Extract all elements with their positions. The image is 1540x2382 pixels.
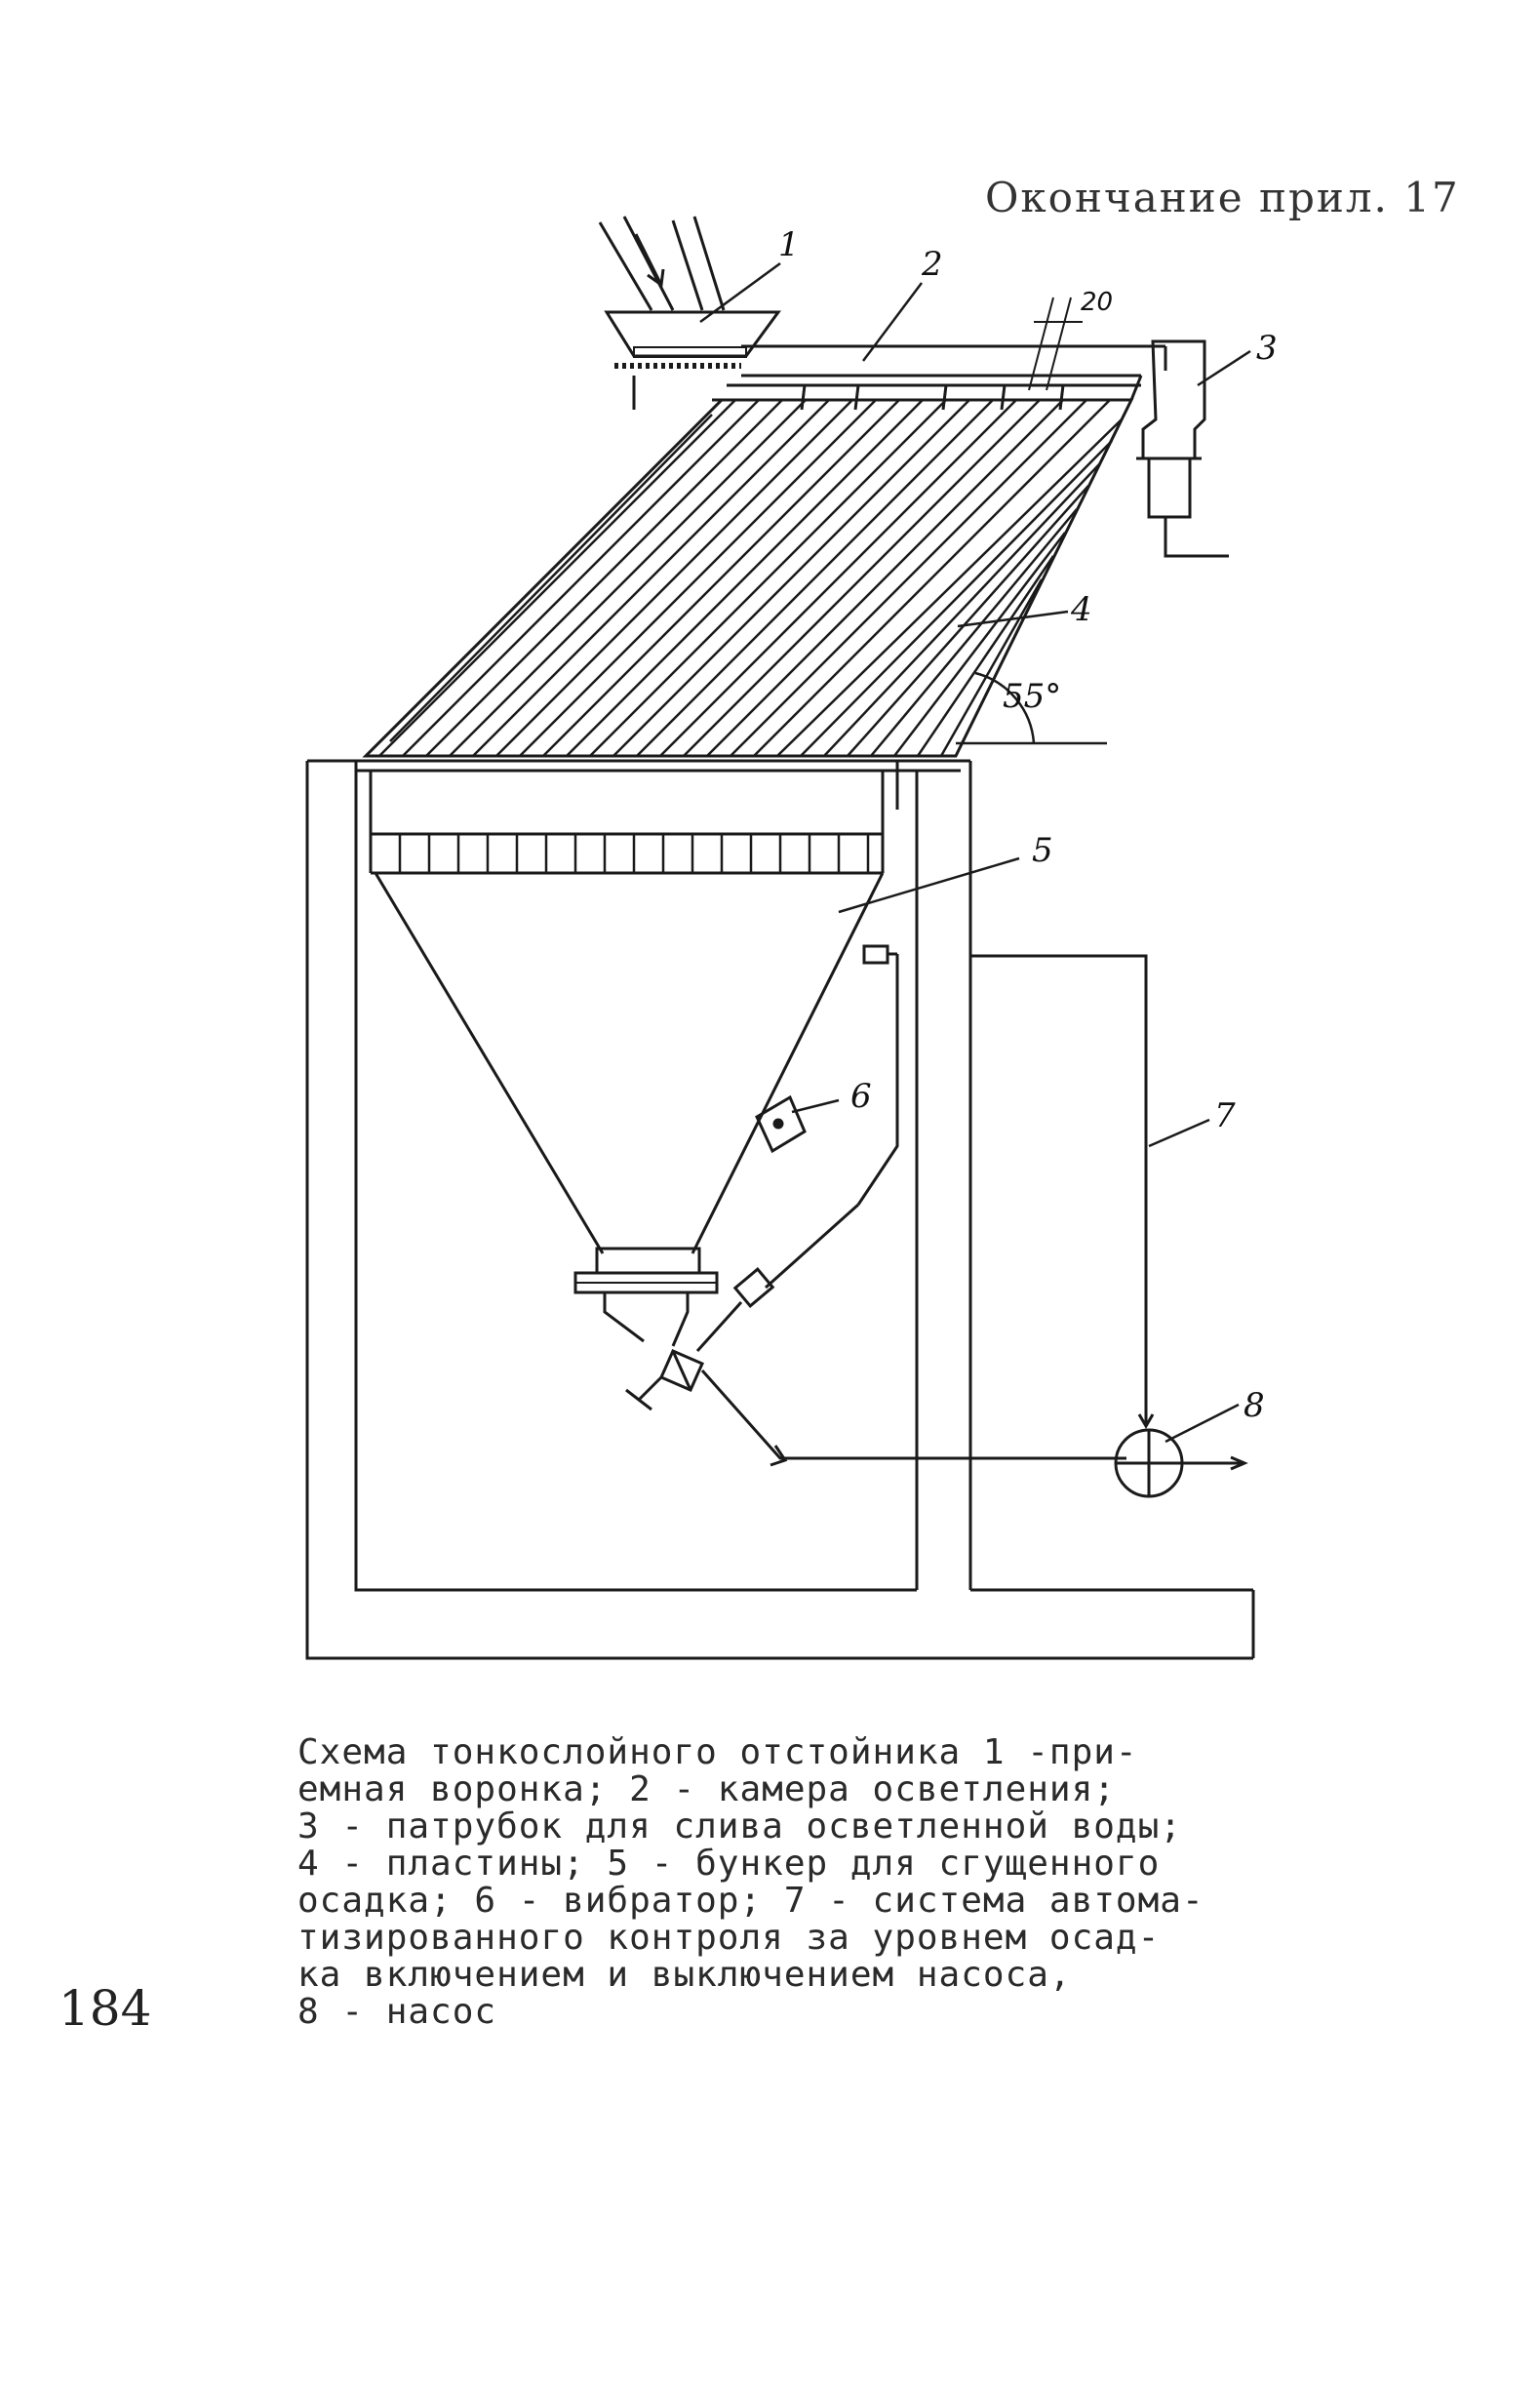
- caption-line: осадка; 6 - вибратор; 7 - система автома-: [297, 1881, 1204, 1921]
- label-7: 7: [1214, 1096, 1236, 1135]
- sludge-valve: [626, 1351, 1126, 1465]
- sludge-hopper: [371, 771, 883, 1346]
- figure-caption: [297, 1734, 1283, 2031]
- caption-line: 4 - пластины; 5 - бункер для сгущенного: [297, 1844, 1161, 1884]
- level-sensor: [864, 946, 897, 963]
- label-3: 3: [1256, 329, 1278, 368]
- caption-line: 3 - патрубок для слива осветленной воды;: [297, 1806, 1182, 1846]
- caption-line: Схема тонкослойного отстойника 1 -при-: [297, 1732, 1138, 1772]
- label-1: 1: [778, 225, 800, 264]
- caption-line: ка включением и выключением насоса,: [297, 1955, 1072, 1995]
- inlet-arrow: [636, 234, 663, 285]
- control-system: [697, 954, 1153, 1426]
- label-6: 6: [850, 1077, 872, 1116]
- label-8: 8: [1244, 1386, 1265, 1425]
- inlet-pipe: [600, 217, 724, 310]
- label-5: 5: [1032, 831, 1053, 870]
- vibrator: [757, 1097, 805, 1151]
- caption-line: 8 - насос: [297, 1992, 497, 2032]
- label-2: 2: [922, 245, 943, 284]
- caption-line: тизированного контроля за уровнем осад-: [297, 1918, 1161, 1958]
- receiving-funnel: [607, 312, 778, 410]
- page-header: Окончание прил. 17: [985, 174, 1460, 221]
- label-4: 4: [1071, 590, 1092, 629]
- tank-walls: [307, 761, 1253, 1658]
- caption-line: емная воронка; 2 - камера осветления;: [297, 1769, 1116, 1809]
- page-number: 184: [59, 1980, 152, 2037]
- pump: [1116, 1430, 1244, 1496]
- label-dimension: 20: [1081, 288, 1114, 317]
- label-angle: 55°: [1003, 677, 1062, 716]
